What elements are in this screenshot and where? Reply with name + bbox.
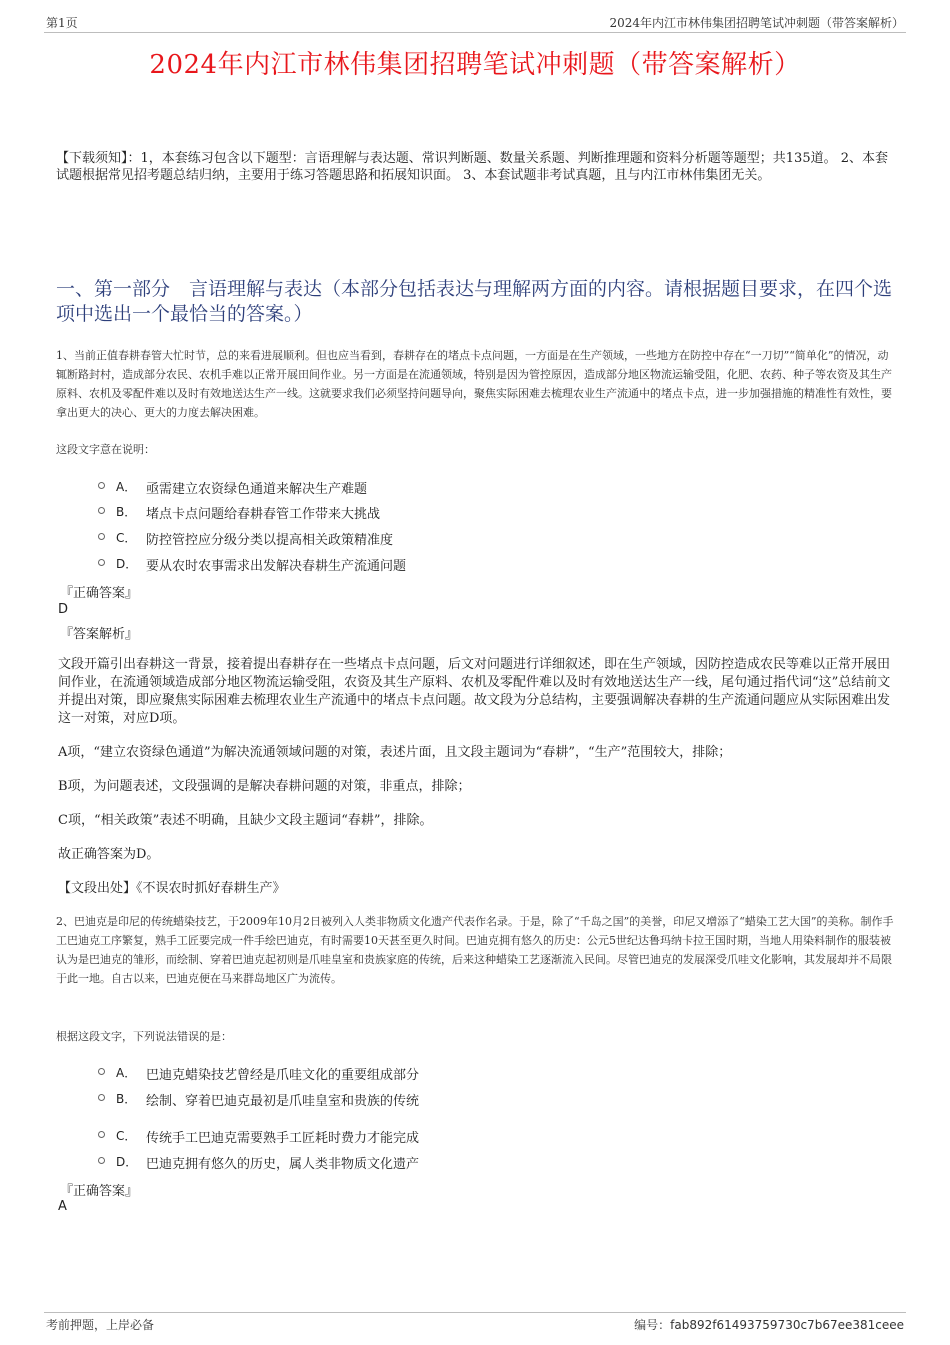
question-1-option-d[interactable]: D． 要从农时农事需求出发解决春耕生产流通问题 — [98, 555, 598, 573]
section-heading: 一、第一部分 言语理解与表达（本部分包括表达与理解两方面的内容。请根据题目要求，在四个选项中选出一个最恰当的答案。） — [56, 278, 893, 325]
radio-button-icon[interactable] — [98, 507, 105, 514]
question-1-answer-label: 『正确答案』 — [60, 586, 139, 601]
question-1-conclusion: 故正确答案为D。 — [58, 847, 160, 862]
question-1-option-a[interactable]: A． 亟需建立农资绿色通道来解决生产难题 — [98, 478, 598, 496]
header-divider — [44, 32, 906, 33]
radio-button-icon[interactable] — [98, 559, 105, 566]
question-1-analysis-summary: 文段开篇引出春耕这一背景，接着提出春耕存在一些堵点卡点问题，后文对问题进行详细叙述，即在生产领域，因防控造成农民等难以正常开展田间作业，在流通领域造成部分地区物流运输受阻，农资及其生产原料、农机及零配件难以及时有效地送达生产一线，尾句通过指代词“这”总结前文并提出对策，即应聚焦实际困难去梳理农业生产流通中的堵点卡点问题。故文段为分总结构，主要强调解决春耕的生产流通问题应从实际困难出发这一对策，对应D项。 — [58, 657, 891, 726]
question-1-stem: 1、当前正值春耕春管大忙时节，总的来看进展顺利。但也应当看到，春耕存在的堵点卡点问题，一方面是在生产领域，一些地方在防控中存在“一刀切”“简单化”的情况，动辄断路封村，造成部分农民、农机手难以正常开展田间作业。另一方面是在流通领域，特别是因为管控原因，造成部分地区物流运输受阻，化肥、农药、种子等农资及其生产原料、农机及零配件难以及时有效地送达生产一线。这就要求我们必须坚持问题导向，聚焦实际困难去梳理农业生产流通中的堵点卡点，进一步加强措施的精准性有效性，要拿出更大的决心、更大的力度去解决困难。 — [56, 349, 892, 419]
header-doc-title: 2024年内江市林伟集团招聘笔试冲刺题（带答案解析） — [609, 16, 904, 30]
footer-divider — [44, 1312, 906, 1313]
question-1-analysis-label: 『答案解析』 — [60, 627, 139, 642]
question-1-analysis-option-b: B项，为问题表述，文段强调的是解决春耕问题的对策，非重点，排除； — [58, 779, 471, 794]
radio-button-icon[interactable] — [98, 533, 105, 540]
question-1-analysis-option-a: A项，“建立农资绿色通道”为解决流通领域问题的对策，表述片面，且文段主题词为“春耕”，“生产”范围较大，排除； — [58, 745, 732, 760]
radio-button-icon[interactable] — [98, 1094, 105, 1101]
question-2-prompt: 根据这段文字，下列说法错误的是： — [56, 1030, 232, 1043]
question-2-answer-label: 『正确答案』 — [60, 1184, 139, 1199]
question-1-source: 【文段出处】《不误农时抓好春耕生产》 — [58, 881, 286, 896]
question-2-option-c[interactable]: C． 传统手工巴迪克需要熟手工匠耗时费力才能完成 — [98, 1127, 598, 1145]
radio-button-icon[interactable] — [98, 1131, 105, 1138]
radio-button-icon[interactable] — [98, 1068, 105, 1075]
question-2-answer: A — [58, 1199, 67, 1214]
question-1-prompt: 这段文字意在说明： — [56, 443, 155, 456]
page-title: 2024年内江市林伟集团招聘笔试冲刺题（带答案解析） — [149, 50, 801, 80]
footer-slogan: 考前押题，上岸必备 — [46, 1318, 155, 1332]
question-1-analysis-option-c: C项，“相关政策”表述不明确，且缺少文段主题词“春耕”，排除。 — [58, 813, 433, 828]
radio-button-icon[interactable] — [98, 1157, 105, 1164]
radio-button-icon[interactable] — [98, 482, 105, 489]
download-notice: 【下载须知】：1，本套练习包含以下题型：言语理解与表达题、常识判断题、数量关系题、判断推理题和资料分析题等题型；共135道。 2、本套试题根据常见招考题总结归纳，主要用于练习答题思路和拓展知识面。 3、本套试题非考试真题，且与内江市林伟集团无关。 — [56, 151, 888, 183]
page-number: 第1页 — [46, 16, 78, 30]
question-1-option-b[interactable]: B． 堵点卡点问题给春耕春管工作带来大挑战 — [98, 503, 598, 521]
question-2-option-d[interactable]: D． 巴迪克拥有悠久的历史，属人类非物质文化遗产 — [98, 1153, 598, 1171]
question-2-option-b[interactable]: B． 绘制、穿着巴迪克最初是爪哇皇室和贵族的传统 — [98, 1090, 598, 1108]
question-1-option-c[interactable]: C． 防控管控应分级分类以提高相关政策精准度 — [98, 529, 598, 547]
question-2-stem: 2、巴迪克是印尼的传统蜡染技艺，于2009年10月2日被列入人类非物质文化遗产代表作名录。于是，除了“千岛之国”的美誉，印尼又增添了“蜡染工艺大国”的美称。制作手工巴迪克工序繁复，熟手工匠要完成一件手绘巴迪克，有时需要10天甚至更久时间。巴迪克拥有悠久的历史：公元5世纪达鲁玛纳卡拉王国时期，当地人用染料制作的服装被认为是巴迪克的雏形，而绘制、穿着巴迪克起初则是爪哇皇室和贵族家庭的传统，后来这种蜡染工艺逐渐流入民间。尽管巴迪克的发展深受爪哇文化影响，其发展却并不局限于此一地。自古以来，巴迪克便在马来群岛地区广为流传。 — [56, 915, 894, 985]
document-code-value: fab892f61493759730c7b67ee381ceee — [670, 1318, 904, 1332]
question-2-option-a[interactable]: A． 巴迪克蜡染技艺曾经是爪哇文化的重要组成部分 — [98, 1064, 598, 1082]
document-code — [634, 1316, 904, 1333]
question-1-answer: D — [58, 602, 69, 617]
document-code-label: 编号： — [634, 1318, 671, 1332]
